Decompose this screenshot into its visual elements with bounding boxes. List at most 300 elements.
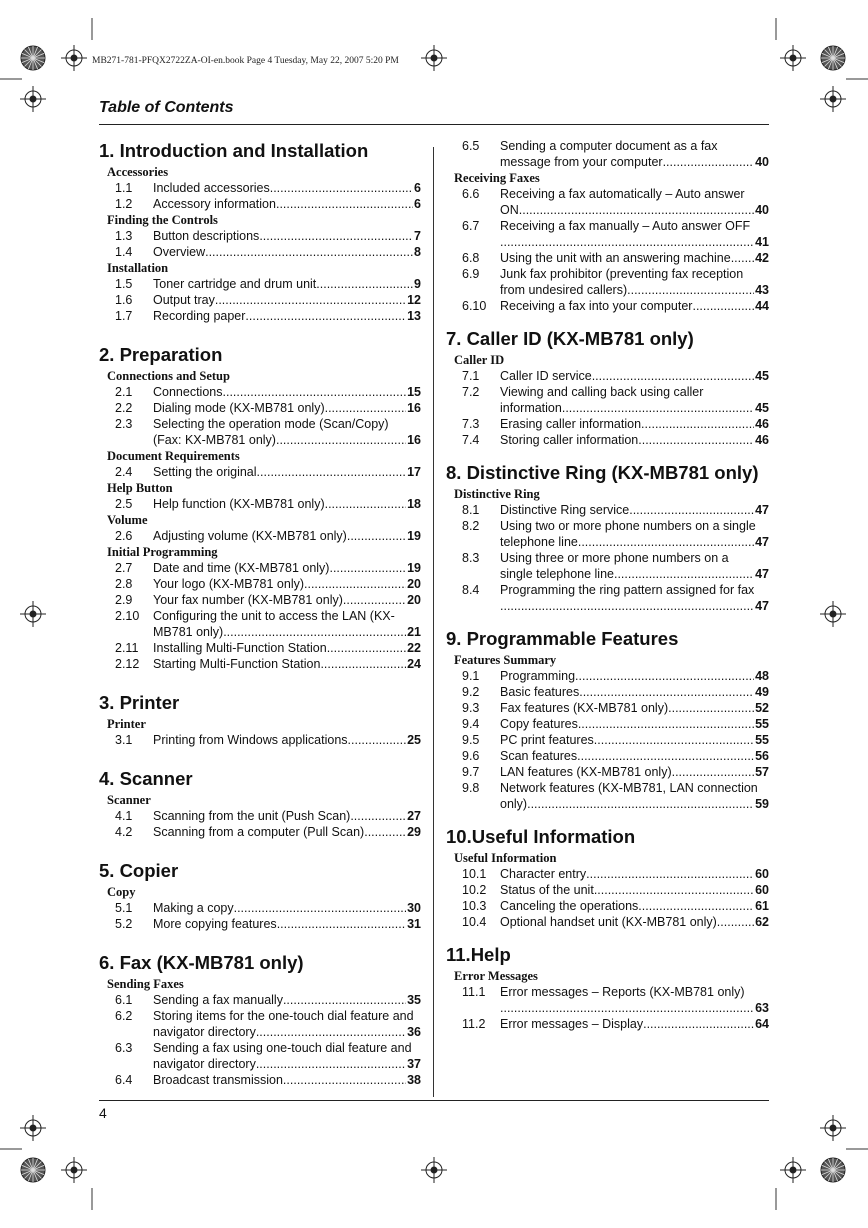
chapter-title: 8. Distinctive Ring (KX-MB781 only) [446, 462, 759, 483]
dot-leader [614, 566, 754, 582]
toc-entry-text: Recording paper [153, 309, 246, 323]
toc-entry-number: 6.3 [115, 1041, 133, 1055]
toc-entry-number: 2.11 [115, 641, 139, 655]
toc-entry-body [153, 276, 421, 292]
toc-entry-page: 20 [407, 577, 421, 591]
toc-entry [446, 684, 769, 700]
toc-entry-body [500, 298, 769, 314]
toc-entry-page: 49 [755, 685, 769, 699]
dot-leader [527, 796, 754, 812]
dot-leader [327, 640, 406, 656]
toc-entry-page: 45 [755, 401, 769, 415]
toc-entry-text: from undesired callers) [500, 283, 628, 297]
toc-group-title: Scanner [107, 793, 151, 807]
toc-entry-body [153, 824, 421, 840]
toc-entry-body [153, 496, 421, 512]
toc-entry-number: 6.4 [115, 1073, 133, 1087]
dot-leader [283, 1072, 406, 1088]
toc-entry-text: Status of the unit [500, 883, 594, 897]
toc-entry [446, 764, 769, 780]
toc-entry-page: 16 [407, 401, 421, 415]
toc-entry-number: 7.3 [462, 417, 480, 431]
toc-entry-text: (Fax: KX-MB781 only) [153, 433, 276, 447]
toc-entry [446, 298, 769, 314]
registration-crosshair-icon [20, 601, 46, 627]
dot-leader [717, 914, 754, 930]
toc-entry [99, 496, 421, 512]
toc-group-title: Installation [107, 261, 169, 275]
toc-chapter [99, 690, 421, 748]
toc-entry-page: 52 [755, 701, 769, 715]
toc-entry-page: 55 [755, 717, 769, 731]
registration-crosshair-icon [421, 45, 447, 71]
registration-crosshair-icon [61, 45, 87, 71]
toc-entry-page: 37 [407, 1057, 421, 1071]
toc-entry-number: 6.9 [462, 267, 480, 281]
toc-entry-body [500, 914, 769, 930]
toc-entry-text: Sending a fax using one-touch dial feature and [153, 1041, 412, 1055]
registration-crosshair-icon [780, 45, 806, 71]
toc-entry-body [500, 186, 769, 218]
toc-entry-line [500, 202, 769, 218]
dot-leader [629, 502, 754, 518]
dot-leader [592, 368, 754, 384]
toc-entry-body [500, 764, 769, 780]
toc-entry [446, 138, 769, 170]
dot-leader [641, 416, 754, 432]
toc-entry [99, 464, 421, 480]
dot-leader [643, 1016, 754, 1032]
dot-leader [364, 824, 406, 840]
toc-entry-number: 9.1 [462, 669, 480, 683]
toc-entry-page: 47 [755, 567, 769, 581]
toc-entry-number: 8.4 [462, 583, 480, 597]
toc-entry-body [153, 732, 421, 748]
toc-entry [99, 640, 421, 656]
registration-crosshair-icon [780, 1157, 806, 1183]
column-divider [433, 147, 434, 1097]
toc-entry-page: 41 [755, 235, 769, 249]
toc-group-title: Copy [107, 885, 136, 899]
toc-entry-text: Output tray [153, 293, 215, 307]
toc-entry-number: 8.3 [462, 551, 480, 565]
toc-entry-page: 15 [407, 385, 421, 399]
toc-entry-number: 2.8 [115, 577, 133, 591]
toc-entry-number: 2.4 [115, 465, 133, 479]
toc-entry [99, 528, 421, 544]
top-rule [99, 124, 769, 125]
toc-entry [99, 1072, 421, 1088]
toc-entry-text: MB781 only) [153, 625, 224, 639]
toc-entry-number: 1.4 [115, 245, 133, 259]
dot-leader [668, 700, 754, 716]
toc-entry-line [153, 464, 421, 480]
toc-entry-body [500, 898, 769, 914]
toc-entry-body [500, 250, 769, 266]
toc-entry [99, 276, 421, 292]
toc-entry-body [500, 502, 769, 518]
toc-entry-text: Adjusting volume (KX-MB781 only) [153, 529, 347, 543]
toc-entry [446, 218, 769, 250]
toc-entry-text: Using the unit with an answering machine [500, 251, 731, 265]
toc-entry-body [153, 196, 421, 212]
toc-entry-line [153, 808, 421, 824]
page-number: 4 [99, 1105, 107, 1121]
toc-entry-page: 59 [755, 797, 769, 811]
toc-entry-text: Scan features [500, 749, 578, 763]
toc-entry-text: Error messages – Reports (KX-MB781 only) [500, 985, 745, 999]
toc-entry-line [500, 898, 769, 914]
toc-entry-body [153, 592, 421, 608]
toc-entry-page: 63 [755, 1001, 769, 1015]
toc-entry-page: 47 [755, 503, 769, 517]
toc-entry-body [153, 916, 421, 932]
toc-entry-text: Using three or more phone numbers on a [500, 551, 729, 565]
toc-entry-text: Making a copy [153, 901, 234, 915]
toc-chapter [446, 626, 769, 812]
toc-entry-line [153, 528, 421, 544]
toc-entry-page: 43 [755, 283, 769, 297]
toc-entry-number: 7.4 [462, 433, 480, 447]
toc-entry-text: Character entry [500, 867, 587, 881]
dot-leader [348, 732, 407, 748]
toc-entry [446, 700, 769, 716]
registration-crosshair-icon [20, 86, 46, 112]
toc-entry-line [153, 384, 421, 400]
dot-leader [256, 1056, 406, 1072]
dot-leader [329, 560, 406, 576]
toc-entry-number: 11.1 [462, 985, 486, 999]
toc-entry-text: Installing Multi-Function Station [153, 641, 327, 655]
toc-entry-line [500, 282, 769, 298]
toc-entry-number: 10.3 [462, 899, 487, 913]
toc-entry-line [500, 764, 769, 780]
toc-entry [99, 560, 421, 576]
toc-entry-body [500, 866, 769, 882]
toc-right-column [446, 138, 769, 1032]
toc-entry-number: 9.2 [462, 685, 480, 699]
toc-entry-line [500, 432, 769, 448]
toc-entry-page: 25 [407, 733, 421, 747]
toc-entry-line [500, 1016, 769, 1032]
toc-entry-line [153, 196, 421, 212]
toc-entry-text: Error messages – Display [500, 1017, 644, 1031]
dot-leader [575, 668, 754, 684]
toc-entry-number: 6.5 [462, 139, 480, 153]
toc-group-title: Volume [107, 513, 148, 527]
toc-entry [99, 400, 421, 416]
dot-leader [277, 916, 406, 932]
toc-entry [99, 900, 421, 916]
toc-entry [99, 824, 421, 840]
toc-entry-line [500, 684, 769, 700]
dot-leader [276, 432, 406, 448]
toc-entry-number: 6.10 [462, 299, 487, 313]
toc-entry-body [500, 780, 769, 812]
toc-entry-text: Help function (KX-MB781 only) [153, 497, 325, 511]
toc-entry-text: Programming the ring pattern assigned for fax [500, 583, 755, 597]
toc-entry-text: telephone line [500, 535, 578, 549]
toc-entry-text: Storing items for the one-touch dial feature and [153, 1009, 414, 1023]
toc-entry [99, 992, 421, 1008]
toc-entry-page: 56 [755, 749, 769, 763]
toc-entry-line [153, 640, 421, 656]
toc-entry-page: 30 [407, 901, 421, 915]
toc-entry-number: 2.6 [115, 529, 133, 543]
chapter-title: 11.Help [446, 944, 511, 965]
dot-leader [586, 866, 754, 882]
toc-entry-text: message from your computer [500, 155, 663, 169]
toc-entry-line [153, 624, 421, 640]
toc-entry-number: 11.2 [462, 1017, 486, 1031]
toc-entry-line [153, 576, 421, 592]
dot-leader [627, 282, 754, 298]
toc-entry-text: Connections [153, 385, 223, 399]
toc-entry-line [153, 276, 421, 292]
toc-entry-body [500, 1016, 769, 1032]
toc-entry-page: 24 [407, 657, 421, 671]
toc-entry-page: 55 [755, 733, 769, 747]
toc-entry-text: ON [500, 203, 519, 217]
toc-entry-number: 2.9 [115, 593, 133, 607]
toc-entry-line [500, 1000, 769, 1016]
toc-entry-text: Toner cartridge and drum unit [153, 277, 317, 291]
toc-entry-number: 1.5 [115, 277, 133, 291]
toc-entry-line [500, 748, 769, 764]
toc-entry-body [500, 218, 769, 250]
toc-entry-text: Date and time (KX-MB781 only) [153, 561, 330, 575]
registration-starburst-icon [21, 46, 45, 70]
toc-entry-number: 1.2 [115, 197, 133, 211]
toc-entry-body [153, 416, 421, 448]
dot-leader [320, 656, 406, 672]
toc-entry-line [153, 560, 421, 576]
toc-entry-body [500, 432, 769, 448]
toc-entry [446, 984, 769, 1016]
toc-entry-text: only) [500, 797, 528, 811]
toc-entry-page: 47 [755, 599, 769, 613]
toc-group-title: Caller ID [454, 353, 505, 367]
dot-leader [234, 900, 406, 916]
toc-entry-text: Setting the original [153, 465, 257, 479]
toc-entry-text: Optional handset unit (KX-MB781 only) [500, 915, 717, 929]
chapter-title: 4. Scanner [99, 768, 193, 789]
chapter-title: 7. Caller ID (KX-MB781 only) [446, 328, 694, 349]
chapter-title: 3. Printer [99, 692, 180, 713]
toc-entry-text: Configuring the unit to access the LAN (KX- [153, 609, 395, 623]
toc-entry-page: 9 [414, 277, 421, 291]
toc-entry-body [153, 1040, 421, 1072]
dot-leader [223, 624, 406, 640]
dot-leader [578, 534, 754, 550]
toc-entry-line [500, 502, 769, 518]
file-header: MB271-781-PFQX2722ZA-OI-en.book Page 4 Tuesday, May 22, 2007 5:20 PM [92, 56, 399, 66]
toc-entry [446, 1016, 769, 1032]
toc-entry-line [153, 180, 421, 196]
dot-leader [283, 992, 406, 1008]
toc-chapter [99, 138, 421, 324]
toc-entry-number: 5.2 [115, 917, 133, 931]
toc-entry-line [500, 866, 769, 882]
toc-group-title: Finding the Controls [107, 213, 218, 227]
toc-entry-line [500, 716, 769, 732]
toc-entry [446, 384, 769, 416]
toc-entry [446, 266, 769, 298]
toc-entry-line [153, 244, 421, 260]
toc-entry [99, 196, 421, 212]
toc-entry [446, 732, 769, 748]
toc-entry-page: 18 [407, 497, 421, 511]
toc-entry-body [500, 684, 769, 700]
toc-entry-page: 19 [407, 561, 421, 575]
toc-chapter [99, 342, 421, 672]
toc-entry-page: 7 [414, 229, 421, 243]
toc-entry-line [153, 496, 421, 512]
dot-leader [638, 898, 754, 914]
toc-entry-number: 10.2 [462, 883, 487, 897]
toc-entry-number: 8.1 [462, 503, 480, 517]
toc-entry-line [153, 400, 421, 416]
toc-entry-body [500, 716, 769, 732]
toc-entry-number: 2.3 [115, 417, 133, 431]
dot-leader [245, 308, 406, 324]
dot-leader [343, 592, 406, 608]
toc-entry-text: Network features (KX-MB781, LAN connection [500, 781, 758, 795]
registration-crosshair-icon [421, 1157, 447, 1183]
toc-entry-line [500, 416, 769, 432]
toc-chapter [99, 766, 421, 840]
toc-entry-text: Caller ID service [500, 369, 592, 383]
toc-entry-line [153, 916, 421, 932]
toc-group-title: Features Summary [454, 653, 557, 667]
registration-starburst-icon [821, 46, 845, 70]
toc-entry-text: Programming [500, 669, 576, 683]
toc-entry-line [153, 1056, 421, 1072]
toc-group-title: Useful Information [454, 851, 557, 865]
dot-leader [304, 576, 406, 592]
dot-leader [638, 432, 754, 448]
toc-entry-body [153, 528, 421, 544]
toc-entry-page: 35 [407, 993, 421, 1007]
toc-group-title: Initial Programming [107, 545, 218, 559]
toc-entry-page: 16 [407, 433, 421, 447]
toc-entry-body [153, 640, 421, 656]
toc-entry-page: 60 [755, 867, 769, 881]
toc-entry-number: 6.8 [462, 251, 480, 265]
toc-entry-page: 21 [407, 625, 421, 639]
toc-entry-text: Erasing caller information [500, 417, 642, 431]
toc-entry [99, 244, 421, 260]
toc-entry-number: 10.1 [462, 867, 487, 881]
dot-leader [594, 882, 754, 898]
toc-group-title: Sending Faxes [107, 977, 184, 991]
bottom-rule [99, 1100, 769, 1101]
dot-leader [270, 180, 413, 196]
toc-entry-body [500, 368, 769, 384]
registration-crosshair-icon [61, 1157, 87, 1183]
dot-leader [347, 528, 406, 544]
toc-entry-text: Dialing mode (KX-MB781 only) [153, 401, 325, 415]
toc-entry-page: 31 [407, 917, 421, 931]
toc-entry-text: Basic features [500, 685, 580, 699]
toc-entry-page: 6 [414, 181, 421, 195]
dot-leader [562, 400, 754, 416]
dot-leader [692, 298, 754, 314]
dot-leader [256, 1024, 406, 1040]
toc-entry-line [500, 598, 769, 614]
toc-entry-body [500, 266, 769, 298]
toc-entry-number: 1.6 [115, 293, 133, 307]
toc-entry-text: Using two or more phone numbers on a single [500, 519, 756, 533]
toc-entry-text: Selecting the operation mode (Scan/Copy) [153, 417, 389, 431]
toc-entry [446, 882, 769, 898]
toc-entry-body [153, 1072, 421, 1088]
toc-entry-page: 60 [755, 883, 769, 897]
toc-entry-number: 2.12 [115, 657, 140, 671]
toc-entry-page: 64 [755, 1017, 769, 1031]
toc-entry-text: Button descriptions [153, 229, 260, 243]
toc-entry-page: 13 [407, 309, 421, 323]
dot-leader [519, 202, 754, 218]
chapter-title: 6. Fax (KX-MB781 only) [99, 952, 304, 973]
toc-entry-body [500, 668, 769, 684]
toc-entry-text: single telephone line [500, 567, 614, 581]
toc-entry-text: Your logo (KX-MB781 only) [153, 577, 305, 591]
dot-leader [325, 400, 406, 416]
toc-entry [99, 592, 421, 608]
toc-entry-body [153, 308, 421, 324]
toc-entry-number: 7.1 [462, 369, 480, 383]
toc-group-title: Printer [107, 717, 146, 731]
dot-leader [223, 384, 407, 400]
toc-entry [446, 898, 769, 914]
dot-leader [350, 808, 406, 824]
toc-entry-number: 4.2 [115, 825, 133, 839]
toc-entry-text: Included accessories [153, 181, 270, 195]
toc-entry [99, 1040, 421, 1072]
toc-entry-number: 6.1 [115, 993, 133, 1007]
chapter-title: 5. Copier [99, 860, 179, 881]
dot-leader [578, 716, 754, 732]
registration-crosshair-icon [820, 1115, 846, 1141]
dot-leader [577, 748, 754, 764]
toc-entry [446, 432, 769, 448]
toc-entry-body [153, 808, 421, 824]
toc-entry-body [153, 292, 421, 308]
toc-entry-text: LAN features (KX-MB781 only) [500, 765, 672, 779]
dot-leader [500, 234, 754, 250]
toc-entry-line [153, 228, 421, 244]
toc-entry-text: Receiving a fax manually – Auto answer OFF [500, 219, 751, 233]
toc-chapter [446, 942, 769, 1032]
toc-entry-body [500, 748, 769, 764]
registration-crosshair-icon [820, 601, 846, 627]
dot-leader [316, 276, 413, 292]
toc-entry-page: 40 [755, 155, 769, 169]
toc-left-column [99, 138, 421, 1088]
chapter-title: 1. Introduction and Installation [99, 140, 369, 161]
toc-entry-line [500, 368, 769, 384]
dot-leader [276, 196, 413, 212]
dot-leader [500, 1000, 754, 1016]
toc-entry-text: Overview [153, 245, 206, 259]
toc-entry-page: 62 [755, 915, 769, 929]
dot-leader [672, 764, 754, 780]
toc-entry-number: 4.1 [115, 809, 133, 823]
toc-entry-line [500, 882, 769, 898]
toc-entry-number: 8.2 [462, 519, 480, 533]
toc-group-title: Help Button [107, 481, 173, 495]
